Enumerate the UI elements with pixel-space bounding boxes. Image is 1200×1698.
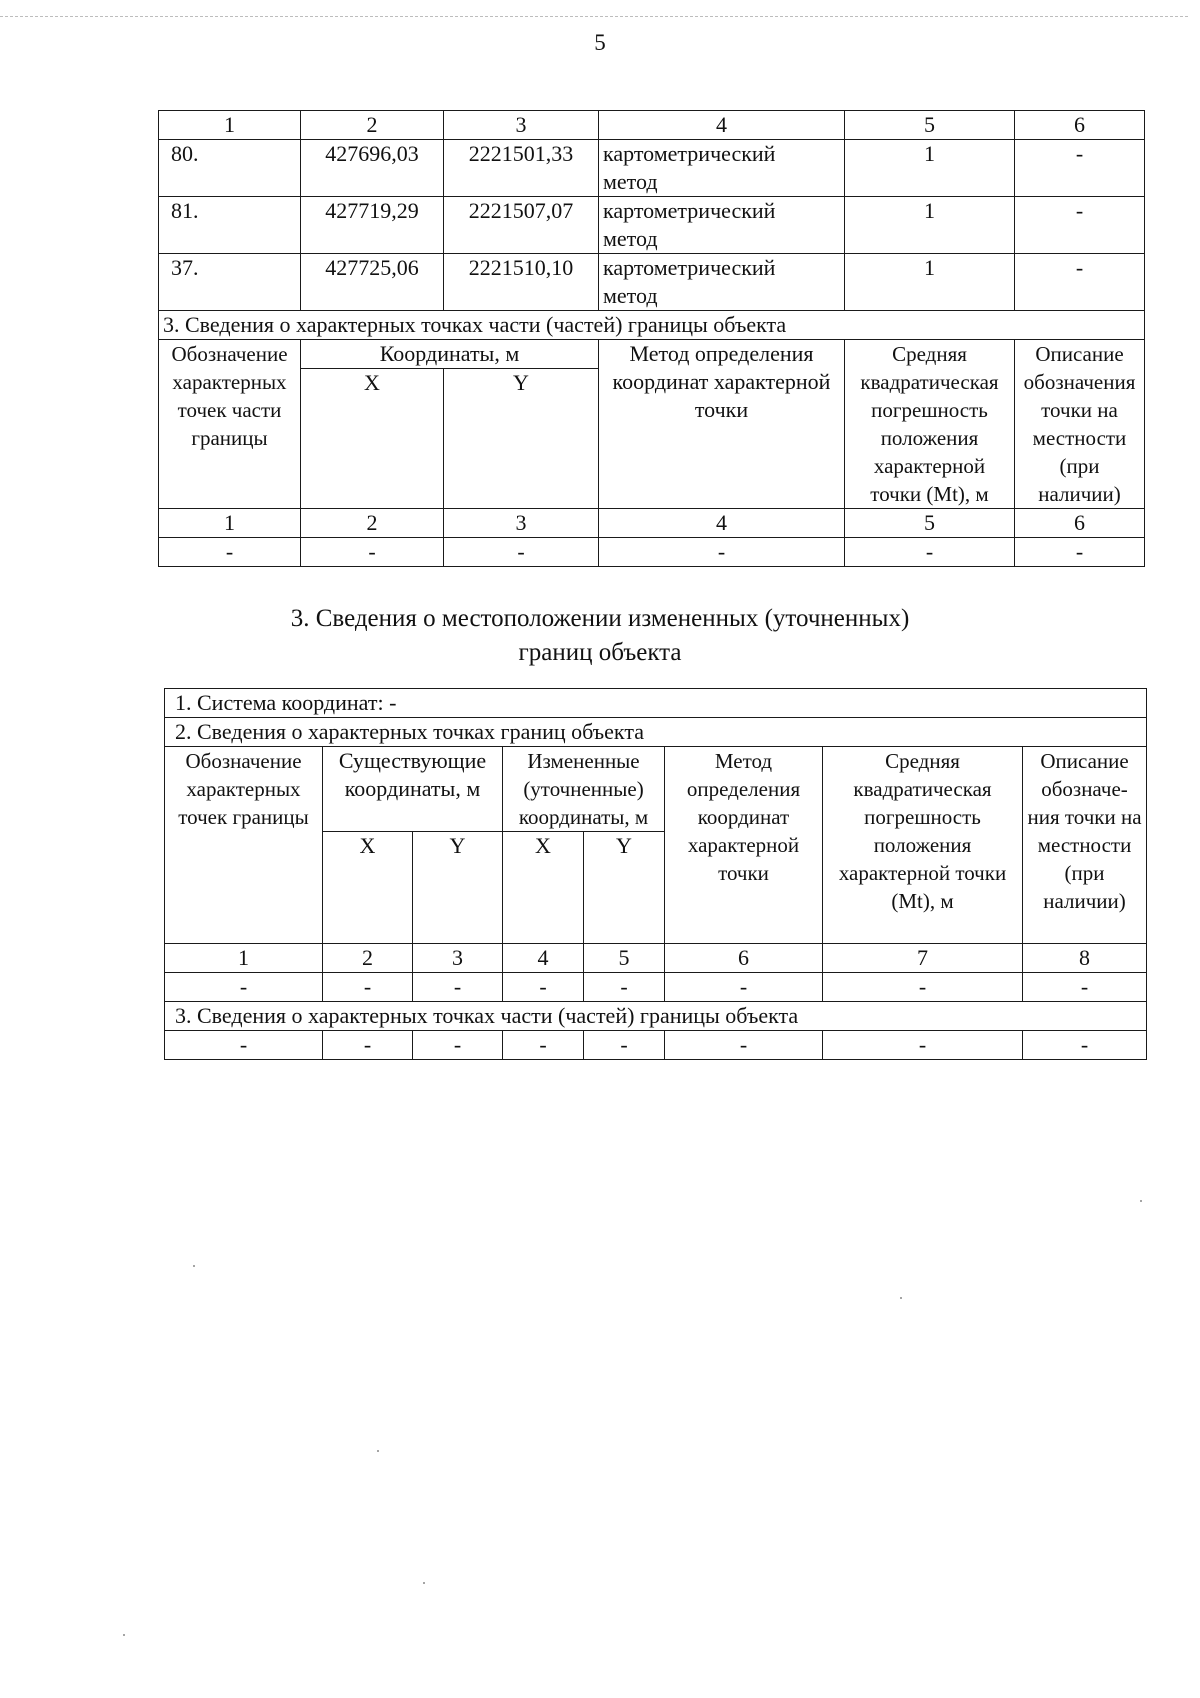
- empty-cell: -: [845, 538, 1015, 567]
- col-number: 1: [159, 111, 301, 140]
- header-mean-error: Средняя квадратическая погрешность положения характерной точки (Mt), м: [845, 340, 1015, 509]
- empty-cell: -: [599, 538, 845, 567]
- method-line: картометрический: [603, 198, 776, 223]
- header-existing-coords: Существующие координаты, м: [323, 747, 503, 832]
- col-number: 1: [165, 944, 323, 973]
- header-changed-coords: Измененные (уточненные) координаты, м: [503, 747, 665, 832]
- col-number: 7: [823, 944, 1023, 973]
- empty-cell: -: [1023, 973, 1147, 1002]
- method-line: метод: [603, 226, 658, 251]
- method-cell: [599, 197, 845, 254]
- empty-cell: -: [165, 1031, 323, 1060]
- coord-system-row: [165, 689, 1147, 718]
- empty-cell: -: [823, 973, 1023, 1002]
- description-value: -: [1015, 140, 1145, 197]
- header-y: Y: [584, 832, 665, 944]
- header-x: X: [323, 832, 413, 944]
- column-number-row: [165, 944, 1147, 973]
- changed-boundaries-table: [164, 688, 1147, 1060]
- header-row: [165, 747, 1147, 832]
- table-row: [159, 140, 1145, 197]
- empty-cell: -: [503, 973, 584, 1002]
- col-number: 6: [665, 944, 823, 973]
- page-number: 5: [594, 30, 606, 55]
- header-description: Описание обозначе-ния точки на местности (при наличии): [1023, 747, 1147, 944]
- table-row: [159, 254, 1145, 311]
- empty-cell: -: [159, 538, 301, 567]
- table-row: [165, 973, 1147, 1002]
- header-description: Описание обозначения точки на местности (при наличии): [1015, 340, 1145, 509]
- point-id: 81.: [159, 197, 301, 254]
- scan-speck: [900, 1297, 902, 1299]
- subsection-title-row: [159, 311, 1145, 340]
- points-title-row: [165, 718, 1147, 747]
- col-number: 5: [845, 509, 1015, 538]
- column-number-row: [159, 509, 1145, 538]
- col-number: 2: [323, 944, 413, 973]
- col-number: 4: [599, 111, 845, 140]
- header-x: X: [503, 832, 584, 944]
- col-number: 6: [1015, 111, 1145, 140]
- header-row: [159, 340, 1145, 369]
- empty-cell: -: [444, 538, 599, 567]
- empty-cell: -: [323, 1031, 413, 1060]
- empty-cell: -: [584, 973, 665, 1002]
- coordinate-system: 1. Система координат: -: [165, 689, 1147, 718]
- section-title-line: 3. Сведения о местоположении измененных (уточненных): [290, 605, 910, 632]
- col-number: 4: [599, 509, 845, 538]
- empty-cell: -: [584, 1031, 665, 1060]
- parts-title-row: [165, 1002, 1147, 1031]
- boundary-points-table: [158, 110, 1145, 567]
- table-row: [165, 1031, 1147, 1060]
- empty-cell: -: [301, 538, 444, 567]
- description-value: -: [1015, 197, 1145, 254]
- col-number: 5: [845, 111, 1015, 140]
- col-number: 4: [503, 944, 584, 973]
- empty-cell: -: [165, 973, 323, 1002]
- col-number: 1: [159, 509, 301, 538]
- header-method: Метод определения координат характерной точки: [599, 340, 845, 509]
- y-coordinate: 2221501,33: [444, 140, 599, 197]
- point-id: 37.: [159, 254, 301, 311]
- method-cell: [599, 254, 845, 311]
- scan-speck: [1140, 1200, 1142, 1202]
- table-row: [159, 197, 1145, 254]
- error-value: 1: [845, 197, 1015, 254]
- col-number: 5: [584, 944, 665, 973]
- empty-cell: -: [823, 1031, 1023, 1060]
- empty-cell: -: [503, 1031, 584, 1060]
- table-row: [159, 538, 1145, 567]
- method-cell: [599, 140, 845, 197]
- subsection-title: 3. Сведения о характерных точках части (частей) границы объекта: [159, 311, 1145, 340]
- header-point-designation: Обозначение характерных точек части границы: [159, 340, 301, 509]
- empty-cell: -: [665, 973, 823, 1002]
- scan-speck: [193, 1265, 195, 1267]
- parts-title: 3. Сведения о характерных точках части (частей) границы объекта: [165, 1002, 1147, 1031]
- x-coordinate: 427719,29: [301, 197, 444, 254]
- empty-cell: -: [323, 973, 413, 1002]
- header-y: Y: [413, 832, 503, 944]
- col-number: 2: [301, 111, 444, 140]
- scan-speck: [377, 1450, 379, 1452]
- x-coordinate: 427725,06: [301, 254, 444, 311]
- empty-cell: -: [665, 1031, 823, 1060]
- y-coordinate: 2221507,07: [444, 197, 599, 254]
- method-line: метод: [603, 169, 658, 194]
- header-point-designation: Обозначение характерных точек границы: [165, 747, 323, 944]
- points-title: 2. Сведения о характерных точках границ объекта: [165, 718, 1147, 747]
- header-method: Метод определения координат характерной точки: [665, 747, 823, 944]
- col-number: 3: [413, 944, 503, 973]
- error-value: 1: [845, 140, 1015, 197]
- empty-cell: -: [1015, 538, 1145, 567]
- empty-cell: -: [413, 973, 503, 1002]
- section-title: [0, 602, 1200, 670]
- y-coordinate: 2221510,10: [444, 254, 599, 311]
- point-id: 80.: [159, 140, 301, 197]
- col-number: 2: [301, 509, 444, 538]
- header-y: Y: [444, 369, 599, 509]
- empty-cell: -: [1023, 1031, 1147, 1060]
- col-number: 8: [1023, 944, 1147, 973]
- method-line: метод: [603, 283, 658, 308]
- col-number: 3: [444, 509, 599, 538]
- scan-edge-line: [0, 16, 1188, 17]
- header-x: X: [301, 369, 444, 509]
- scan-speck: [123, 1634, 125, 1636]
- col-number: 6: [1015, 509, 1145, 538]
- description-value: -: [1015, 254, 1145, 311]
- header-mean-error: Средняя квадратическая погрешность положения характерной точки (Mt), м: [823, 747, 1023, 944]
- method-line: картометрический: [603, 255, 776, 280]
- section-title-line: границ объекта: [518, 639, 682, 666]
- empty-cell: -: [413, 1031, 503, 1060]
- column-number-row: [159, 111, 1145, 140]
- x-coordinate: 427696,03: [301, 140, 444, 197]
- error-value: 1: [845, 254, 1015, 311]
- scan-speck: [423, 1582, 425, 1584]
- col-number: 3: [444, 111, 599, 140]
- method-line: картометрический: [603, 141, 776, 166]
- header-coordinates: Координаты, м: [301, 340, 599, 369]
